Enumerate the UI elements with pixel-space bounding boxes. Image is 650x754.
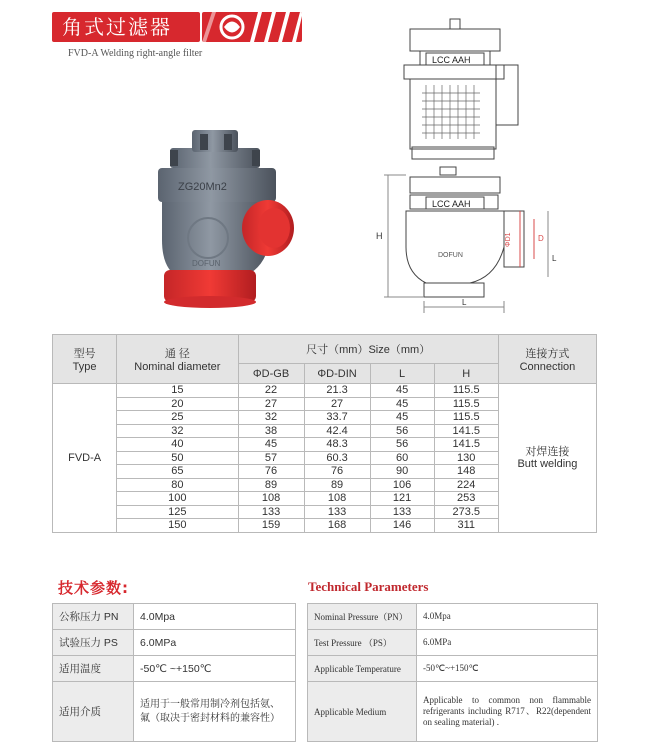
- h-cell: 253: [434, 492, 498, 506]
- tech-table-zh: [52, 603, 296, 742]
- tech-en-value: -50℃~+150℃: [417, 656, 598, 682]
- col-size-header: 尺寸（mm）Size（mm）: [238, 335, 498, 364]
- l-cell: 121: [370, 492, 434, 506]
- col-conn-header: [498, 335, 596, 384]
- dn-cell: 25: [117, 411, 238, 425]
- l-cell: 45: [370, 411, 434, 425]
- tech-en-row: [308, 630, 598, 656]
- dn-cell: 80: [117, 478, 238, 492]
- l-cell: 106: [370, 478, 434, 492]
- l-cell: 90: [370, 465, 434, 479]
- dn-cell: 150: [117, 519, 238, 533]
- dim-l-side-label: L: [552, 254, 557, 263]
- drawing-top-label: LCC AAH: [432, 55, 471, 65]
- type-cell: FVD-A: [53, 384, 117, 533]
- dn-cell: 32: [117, 424, 238, 438]
- tech-zh-value: 6.0MPa: [134, 630, 296, 656]
- dn-cell: 100: [117, 492, 238, 506]
- col-conn-zh: 连接方式: [525, 348, 570, 360]
- h-cell: 115.5: [434, 397, 498, 411]
- l-cell: 56: [370, 438, 434, 452]
- col-l-header: L: [370, 364, 434, 384]
- dgb-cell: 45: [238, 438, 304, 452]
- l-cell: 45: [370, 384, 434, 398]
- conn-zh: 对焊连接: [525, 445, 570, 458]
- l-cell: 60: [370, 451, 434, 465]
- h-cell: 148: [434, 465, 498, 479]
- dn-cell: 65: [117, 465, 238, 479]
- tech-en-value: 4.0Mpa: [417, 604, 598, 630]
- table-row: [53, 384, 597, 398]
- tech-en-row: [308, 682, 598, 742]
- drawing-front-label: LCC AAH: [432, 199, 471, 209]
- dim-d-label: D: [538, 234, 544, 243]
- tech-zh-row: [53, 682, 296, 742]
- tech-en-label: Nominal Pressure（PN）: [308, 604, 417, 630]
- spec-table: [52, 334, 597, 533]
- dgb-cell: 32: [238, 411, 304, 425]
- ddin-cell: 33.7: [304, 411, 370, 425]
- h-cell: 224: [434, 478, 498, 492]
- tech-zh-label: 适用温度: [53, 656, 134, 682]
- dim-h-label: H: [376, 231, 383, 241]
- page-subtitle: FVD-A Welding right-angle filter: [68, 48, 203, 59]
- dgb-cell: 108: [238, 492, 304, 506]
- tech-en-label: Applicable Temperature: [308, 656, 417, 682]
- col-type-header: [53, 335, 117, 384]
- h-cell: 141.5: [434, 424, 498, 438]
- tech-zh-row: [53, 630, 296, 656]
- tech-en-value: 6.0MPa: [417, 630, 598, 656]
- h-cell: 311: [434, 519, 498, 533]
- conn-en: Butt welding: [517, 457, 578, 470]
- col-dgb-header: ΦD-GB: [238, 364, 304, 384]
- ddin-cell: 168: [304, 519, 370, 533]
- dgb-cell: 38: [238, 424, 304, 438]
- ddin-cell: 48.3: [304, 438, 370, 452]
- l-cell: 56: [370, 424, 434, 438]
- tech-en-label: Test Pressure （PS）: [308, 630, 417, 656]
- dgb-cell: 89: [238, 478, 304, 492]
- tech-table-en: [307, 603, 598, 742]
- l-cell: 45: [370, 397, 434, 411]
- photo-cast-text: ZG20Mn2: [178, 181, 227, 193]
- photo-brand: DOFUN: [192, 259, 221, 268]
- ddin-cell: 133: [304, 505, 370, 519]
- tech-zh-value: 4.0Mpa: [134, 604, 296, 630]
- ddin-cell: 89: [304, 478, 370, 492]
- tech-zh-label: 公称压力 PN: [53, 604, 134, 630]
- h-cell: 115.5: [434, 411, 498, 425]
- ddin-cell: 76: [304, 465, 370, 479]
- dn-cell: 125: [117, 505, 238, 519]
- page-title: 角式过滤器: [52, 12, 200, 42]
- dgb-cell: 159: [238, 519, 304, 533]
- tech-zh-value: -50℃ ~+150℃: [134, 656, 296, 682]
- dim-l-label: L: [462, 298, 467, 307]
- col-dn-zh: 通 径: [164, 348, 190, 360]
- filter-photo-illustration: [140, 120, 300, 310]
- l-cell: 146: [370, 519, 434, 533]
- tech-zh-label: 适用介质: [53, 682, 134, 742]
- drawing-brand: DOFUN: [438, 252, 463, 259]
- filter-drawing: [370, 15, 570, 315]
- technical-drawing: [370, 15, 570, 315]
- h-cell: 141.5: [434, 438, 498, 452]
- ddin-cell: 42.4: [304, 424, 370, 438]
- ddin-cell: 108: [304, 492, 370, 506]
- dim-d1-label: ΦD1: [505, 232, 512, 247]
- ddin-cell: 21.3: [304, 384, 370, 398]
- h-cell: 130: [434, 451, 498, 465]
- tech-zh-row: [53, 604, 296, 630]
- dn-cell: 20: [117, 397, 238, 411]
- tech-zh-row: [53, 656, 296, 682]
- tech-en-label: Applicable Medium: [308, 682, 417, 742]
- brand-logo: [202, 12, 302, 42]
- l-cell: 133: [370, 505, 434, 519]
- tech-zh-label: 试验压力 PS: [53, 630, 134, 656]
- dgb-cell: 22: [238, 384, 304, 398]
- dgb-cell: 133: [238, 505, 304, 519]
- tech-en-row: [308, 656, 598, 682]
- col-h-header: H: [434, 364, 498, 384]
- dn-cell: 15: [117, 384, 238, 398]
- dgb-cell: 76: [238, 465, 304, 479]
- brand-logo-icon: [202, 12, 302, 42]
- tech-en-value: Applicable to common non flammable refrigerants including R717、R22(dependent on sealing material) .: [417, 682, 598, 742]
- tech-heading-en: Technical Parameters: [308, 579, 429, 594]
- col-type-en: Type: [72, 361, 97, 373]
- col-type-zh: 型号: [73, 348, 96, 360]
- connection-cell: [498, 384, 596, 533]
- dn-cell: 40: [117, 438, 238, 452]
- page-header: [52, 12, 302, 42]
- col-ddin-header: ΦD-DIN: [304, 364, 370, 384]
- dn-cell: 50: [117, 451, 238, 465]
- tech-zh-value: 适用于一般常用制冷剂包括氨、氟（取决于密封材料的兼容性）: [134, 682, 296, 742]
- h-cell: 273.5: [434, 505, 498, 519]
- product-photo: [140, 120, 300, 310]
- ddin-cell: 27: [304, 397, 370, 411]
- ddin-cell: 60.3: [304, 451, 370, 465]
- col-dn-en: Nominal diameter: [134, 361, 221, 373]
- tech-en-row: [308, 604, 598, 630]
- dgb-cell: 57: [238, 451, 304, 465]
- col-conn-en: Connection: [519, 361, 576, 373]
- dgb-cell: 27: [238, 397, 304, 411]
- h-cell: 115.5: [434, 384, 498, 398]
- tech-heading-zh: 技术参数:: [58, 579, 129, 597]
- col-dn-header: [117, 335, 238, 384]
- spec-table-body: [53, 384, 597, 533]
